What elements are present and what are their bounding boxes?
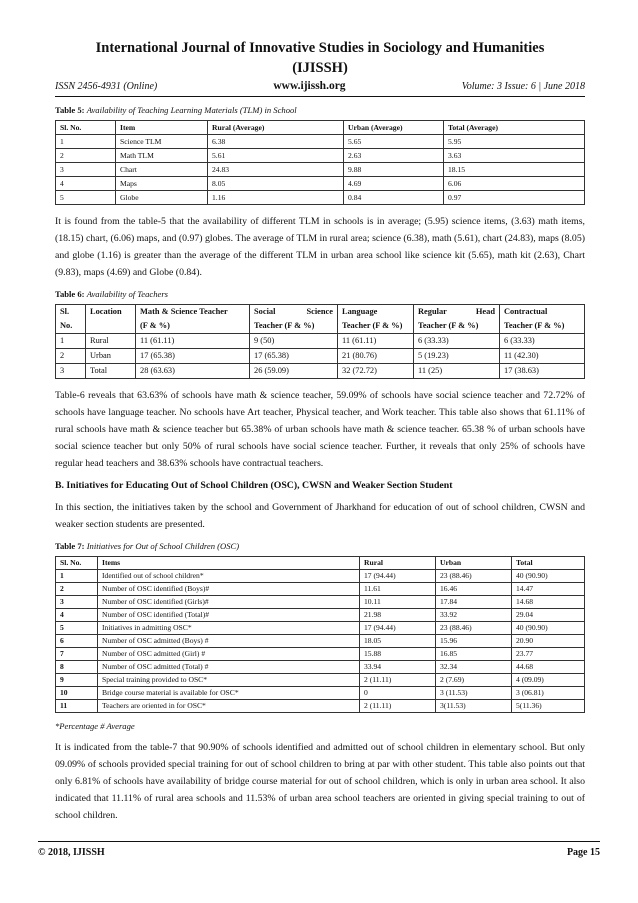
table7-cell: 15.88: [360, 648, 436, 661]
table7-cell: 6: [56, 635, 98, 648]
table7-cell: 3 (06.81): [512, 687, 585, 700]
table5-cell: 0.84: [344, 191, 444, 205]
footer-copyright: © 2018, IJISSH: [38, 847, 105, 858]
page-footer: [38, 841, 600, 858]
table7-cell: 16.46: [436, 583, 512, 596]
table-row: [56, 364, 585, 379]
table7-cell: 14.47: [512, 583, 585, 596]
table7-header-cell: Sl. No.: [56, 557, 98, 570]
table7-cell: 1: [56, 570, 98, 583]
issn: ISSN 2456-4931 (Online): [55, 81, 158, 92]
table7-cell: Number of OSC admitted (Girl) #: [98, 648, 360, 661]
table7-cell: Number of OSC identified (Girls)#: [98, 596, 360, 609]
table6-header-line1: Social Science: [254, 307, 333, 316]
table7-cell: 29.04: [512, 609, 585, 622]
table7-cell: 40 (90.90): [512, 622, 585, 635]
paper-page: [55, 38, 585, 824]
table7-cell: 8: [56, 661, 98, 674]
table5-cell: 0.97: [444, 191, 585, 205]
paragraph-table6-discussion: Table-6 reveals that 63.63% of schools have math & science teacher, 59.09% of schools have social science teacher and 72.72% of schools have language teacher. No schools have Art teacher, Physical teacher, and Work teacher. This table also shows that 61.11% of rural schools have math & science teacher but 65.38% of urban schools have math & science teacher. 65.38 % of urban schools have social science teacher but only 50% of rural schools have social science teacher. Further, it reveals that only 25% of schools have regular head teachers and 38.63% schools have contractual teachers.: [55, 390, 585, 469]
table6-header-cell: [414, 305, 500, 334]
table7-cell: Number of OSC admitted (Boys) #: [98, 635, 360, 648]
table6-label: Table 6:: [55, 289, 85, 299]
table-row: [56, 674, 585, 687]
table-row: [56, 661, 585, 674]
table5-header-cell: Urban (Average): [344, 121, 444, 135]
table5-cell: Globe: [116, 191, 208, 205]
table6-cell: 5 (19.23): [414, 349, 500, 364]
table7-title: Initiatives for Out of School Children (OSC): [86, 541, 240, 551]
table6-cell: Total: [86, 364, 136, 379]
table7-caption: [55, 541, 585, 551]
table-row: [56, 191, 585, 205]
table-row: [56, 349, 585, 364]
table7-cell: 17.84: [436, 596, 512, 609]
table6-header-row: [56, 305, 585, 334]
table5-cell: 5: [56, 191, 116, 205]
table5-label: Table 5:: [55, 105, 85, 115]
table6-header-cell: [250, 305, 338, 334]
table7-cell: 2 (11.11): [360, 674, 436, 687]
table5-cell: 9.88: [344, 163, 444, 177]
table6: [55, 304, 585, 379]
table7-cell: Identified out of school children*: [98, 570, 360, 583]
table6-cell: 26 (59.09): [250, 364, 338, 379]
table6-cell: 17 (65.38): [136, 349, 250, 364]
table7-cell: 21.98: [360, 609, 436, 622]
table6-cell: Urban: [86, 349, 136, 364]
table7-cell: 15.96: [436, 635, 512, 648]
table7-header-row: [56, 557, 585, 570]
table7-cell: Number of OSC identified (Total)#: [98, 609, 360, 622]
table7-cell: 11.61: [360, 583, 436, 596]
table5-header-cell: Item: [116, 121, 208, 135]
table6-header-line1: Sl. No.: [60, 307, 73, 330]
footer-page-number: Page 15: [566, 847, 600, 858]
table7-cell: 20.90: [512, 635, 585, 648]
table7-cell: 44.68: [512, 661, 585, 674]
table6-cell: 32 (72.72): [338, 364, 414, 379]
table5-cell: Math TLM: [116, 149, 208, 163]
table6-cell: 2: [56, 349, 86, 364]
table7-cell: 3 (11.53): [436, 687, 512, 700]
table6-cell: 17 (65.38): [250, 349, 338, 364]
table6-header-line2: Teacher (F & %): [254, 321, 315, 330]
footer-rule: [38, 841, 600, 842]
table7-cell: 3: [56, 596, 98, 609]
table7-cell: 23.77: [512, 648, 585, 661]
table7-cell: 3(11.53): [436, 700, 512, 713]
table-row: [56, 163, 585, 177]
table7-cell: 2 (11.11): [360, 700, 436, 713]
journal-title-line2: (IJISSH): [292, 60, 348, 76]
table-row: [56, 334, 585, 349]
table7-cell: Number of OSC identified (Boys)#: [98, 583, 360, 596]
table7-cell: 23 (88.46): [436, 622, 512, 635]
table7-cell: 5(11.36): [512, 700, 585, 713]
table5-header-cell: Total (Average): [444, 121, 585, 135]
table6-cell: 11 (25): [414, 364, 500, 379]
table6-header-line2: Teacher (F & %): [418, 321, 479, 330]
volume-issue: Volume: 3 Issue: 6 | June 2018: [461, 81, 585, 92]
table5-cell: 2: [56, 149, 116, 163]
table7-cell: Teachers are oriented in for OSC*: [98, 700, 360, 713]
table-row: [56, 177, 585, 191]
journal-title-line1: International Journal of Innovative Studies in Sociology and Humanities: [95, 40, 545, 56]
table6-header-line1: Contractual: [504, 307, 548, 316]
table5-cell: 24.83: [208, 163, 344, 177]
table6-title: Availability of Teachers: [86, 289, 169, 299]
table6-header-line1: Regular Head: [418, 307, 495, 316]
table6-cell: 21 (80.76): [338, 349, 414, 364]
table5-cell: 4: [56, 177, 116, 191]
table5-cell: 1: [56, 135, 116, 149]
table7-label: Table 7:: [55, 541, 85, 551]
table5-cell: 6.06: [444, 177, 585, 191]
table6-cell: 9 (50): [250, 334, 338, 349]
table7-cell: 17 (94.44): [360, 570, 436, 583]
table6-header-line1: Location: [90, 307, 122, 316]
table-row: [56, 609, 585, 622]
table6-header-cell: [86, 305, 136, 334]
table7-cell: 17 (94.44): [360, 622, 436, 635]
table7: [55, 556, 585, 713]
table7-cell: 11: [56, 700, 98, 713]
table7-cell: 5: [56, 622, 98, 635]
table5-caption: [55, 105, 585, 115]
table7-header-cell: Items: [98, 557, 360, 570]
table7-cell: 18.05: [360, 635, 436, 648]
table6-cell: 17 (38.63): [500, 364, 585, 379]
table7-cell: 40 (90.90): [512, 570, 585, 583]
table-row: [56, 648, 585, 661]
table7-cell: 4: [56, 609, 98, 622]
table7-cell: 16.85: [436, 648, 512, 661]
journal-title: [55, 38, 585, 78]
table-row: [56, 135, 585, 149]
table7-note: *Percentage # Average: [55, 721, 135, 731]
table6-header-line2: (F & %): [140, 321, 170, 330]
table5-cell: 5.61: [208, 149, 344, 163]
table7-cell: 32.34: [436, 661, 512, 674]
table7-cell: 33.92: [436, 609, 512, 622]
table6-cell: 11 (61.11): [338, 334, 414, 349]
table6-cell: Rural: [86, 334, 136, 349]
table5-cell: 4.69: [344, 177, 444, 191]
table6-header-line1: Math & Science Teacher: [140, 307, 228, 316]
table5-cell: 3: [56, 163, 116, 177]
section-heading-b: B. Initiatives for Educating Out of School Children (OSC), CWSN and Weaker Section Student: [55, 480, 453, 491]
table7-cell: 33.94: [360, 661, 436, 674]
journal-meta: [55, 80, 585, 92]
table5-header-cell: Sl. No.: [56, 121, 116, 135]
table7-cell: Special training provided to OSC*: [98, 674, 360, 687]
table6-cell: 6 (33.33): [414, 334, 500, 349]
table5-cell: Science TLM: [116, 135, 208, 149]
table5-cell: Maps: [116, 177, 208, 191]
paragraph-table7-discussion: It is indicated from the table-7 that 90.90% of schools identified and admitted out of school children in elementary school. But only 09.09% of schools provided special training for out of school children to bring at par with other student. This table also points out that only 6.81% of schools have availability of bridge course material for out of school children, which is only in urban area school. It also indicated that 11.11% of rural area schools and 11.53% of urban area school teachers are oriented in giving special training to out of school children.: [55, 742, 585, 821]
table5-cell: 2.63: [344, 149, 444, 163]
table5-cell: 1.16: [208, 191, 344, 205]
table7-cell: 7: [56, 648, 98, 661]
table-row: [56, 570, 585, 583]
table6-header-cell: [500, 305, 585, 334]
table-row: [56, 622, 585, 635]
table7-cell: 23 (88.46): [436, 570, 512, 583]
table5: [55, 120, 585, 205]
table5-header-cell: Rural (Average): [208, 121, 344, 135]
table6-header-cell: [338, 305, 414, 334]
table6-header-line2: Teacher (F & %): [504, 321, 565, 330]
table6-cell: 28 (63.63): [136, 364, 250, 379]
header-rule: [55, 96, 585, 97]
table6-cell: 11 (42.30): [500, 349, 585, 364]
table7-cell: 9: [56, 674, 98, 687]
table6-cell: 6 (33.33): [500, 334, 585, 349]
table6-cell: 1: [56, 334, 86, 349]
table-row: [56, 583, 585, 596]
table7-cell: 10: [56, 687, 98, 700]
table7-header-cell: Total: [512, 557, 585, 570]
table7-cell: 4 (09.09): [512, 674, 585, 687]
table-row: [56, 596, 585, 609]
table5-cell: 6.38: [208, 135, 344, 149]
table7-cell: Initiatives in admitting OSC*: [98, 622, 360, 635]
table7-cell: Number of OSC admitted (Total) #: [98, 661, 360, 674]
table7-cell: 0: [360, 687, 436, 700]
table7-header-cell: Urban: [436, 557, 512, 570]
website: www.ijissh.org: [273, 80, 346, 92]
table5-cell: 3.63: [444, 149, 585, 163]
table6-cell: 3: [56, 364, 86, 379]
paragraph-section-intro: In this section, the initiatives taken by the school and Government of Jharkhand for education of out of school children, CWSN and weaker section students are presented.: [55, 502, 585, 530]
table-row: [56, 149, 585, 163]
table5-cell: 8.05: [208, 177, 344, 191]
table5-cell: 5.65: [344, 135, 444, 149]
table7-cell: Bridge course material is available for OSC*: [98, 687, 360, 700]
table5-cell: 18.15: [444, 163, 585, 177]
table6-cell: 11 (61.11): [136, 334, 250, 349]
table-row: [56, 635, 585, 648]
table5-title: Availability of Teaching Learning Materials (TLM) in School: [86, 105, 297, 115]
table-row: [56, 700, 585, 713]
table-row: [56, 687, 585, 700]
table5-cell: 5.95: [444, 135, 585, 149]
table5-cell: Chart: [116, 163, 208, 177]
table7-header-cell: Rural: [360, 557, 436, 570]
paragraph-table5-discussion: It is found from the table-5 that the availability of different TLM in schools is in average; (5.95) science items, (3.63) math items, (18.15) chart, (6.06) maps, and (0.97) globes. The average of TLM in rural area; science (6.38), math (5.61), chart (24.83), maps (8.05) and globe (1.16) is greater than the average of the different TLM in urban area school like science kit (5.65), math kit (2.63), Chart (9.83), maps (4.69) and Globe (0.84).: [55, 216, 585, 278]
table7-cell: 14.68: [512, 596, 585, 609]
table5-header-row: [56, 121, 585, 135]
table7-cell: 10.11: [360, 596, 436, 609]
table7-cell: 2 (7.69): [436, 674, 512, 687]
table7-cell: 2: [56, 583, 98, 596]
table6-header-cell: [136, 305, 250, 334]
table6-header-cell: [56, 305, 86, 334]
table6-header-line1: Language: [342, 307, 378, 316]
table6-header-line2: Teacher (F & %): [342, 321, 403, 330]
table6-caption: [55, 289, 585, 299]
